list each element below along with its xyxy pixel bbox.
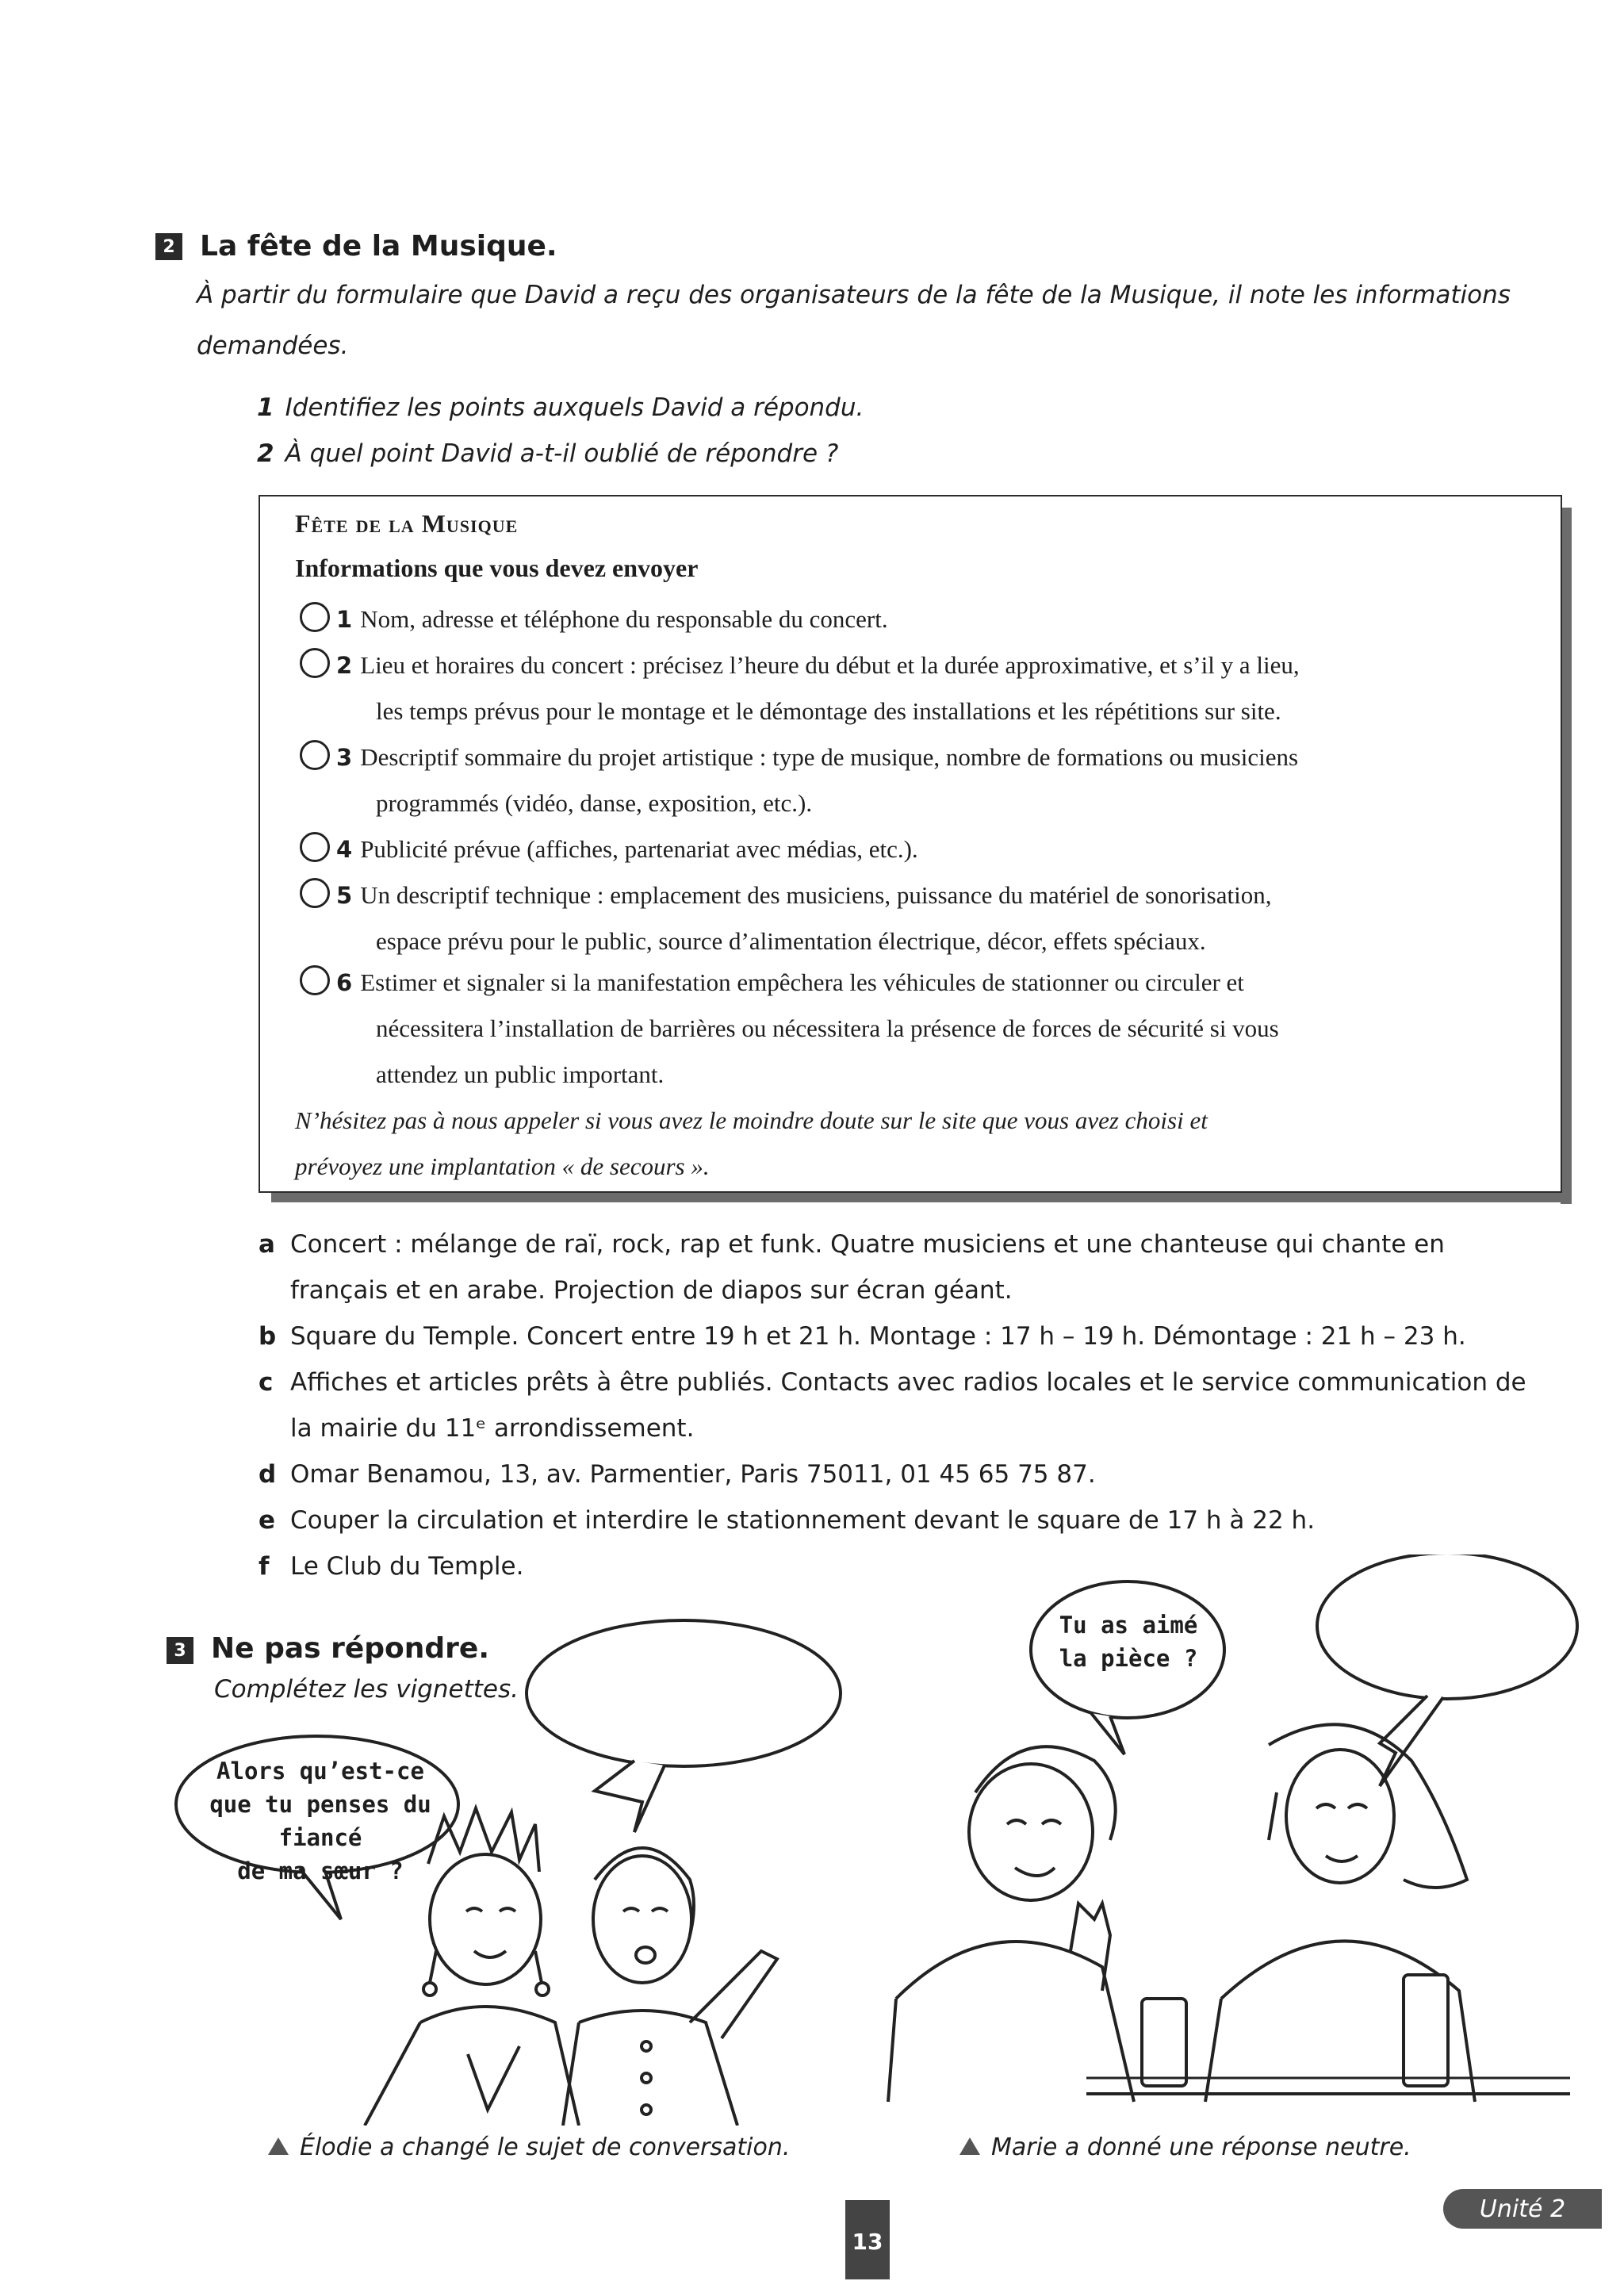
item-number: 2 <box>336 652 353 679</box>
answer-letter: d <box>259 1460 277 1489</box>
triangle-icon <box>268 2137 289 2155</box>
answer-text: la mairie du 11ᵉ arrondissement. <box>290 1414 695 1443</box>
form-item <box>300 960 1561 1098</box>
item-number: 5 <box>336 882 353 909</box>
answer-item <box>259 1221 1591 1313</box>
item-text: Estimer et signaler si la manifestation empêchera les véhicules de stationner ou circuler et <box>360 968 1244 996</box>
item-number: 4 <box>336 836 353 863</box>
item-text: Lieu et horaires du concert : précisez l’heure du début et la durée approximative, et s’il y a lieu, <box>360 651 1300 679</box>
question-number: 1 <box>257 393 274 422</box>
form-item <box>300 596 1561 642</box>
caption-left <box>268 2133 790 2161</box>
checkbox-circle[interactable] <box>300 740 330 770</box>
answer-text: Le Club du Temple. <box>290 1552 524 1581</box>
question-text: À quel point David a-t-il oublié de répondre ? <box>285 439 839 468</box>
caption-text: Élodie a changé le sujet de conversation. <box>300 2133 791 2161</box>
section-instruction: À partir du formulaire que David a reçu des organisateurs de la fête de la Musique, il note les informations demandées. <box>197 281 1511 360</box>
item-text: attendez un public important. <box>376 1060 665 1088</box>
checkbox-circle[interactable] <box>300 832 330 862</box>
unit-tab: Unité 2 <box>1443 2189 1602 2229</box>
item-text: espace prévu pour le public, source d’alimentation électrique, décor, effets spéciaux. <box>376 927 1206 955</box>
answer-text: Concert : mélange de raï, rock, rap et funk. Quatre musiciens et une chanteuse qui chante en <box>290 1230 1445 1259</box>
answer-letter: b <box>259 1322 277 1351</box>
item-number: 6 <box>336 969 353 996</box>
item-text: les temps prévus pour le montage et le démontage des installations et les répétitions sur site. <box>376 697 1281 725</box>
question-number: 2 <box>257 439 274 468</box>
form-note <box>295 1098 1548 1190</box>
speech-bubble-left-text <box>178 1754 463 1888</box>
speech-bubble-right-text <box>1045 1608 1212 1675</box>
answer-letter: f <box>259 1552 270 1581</box>
question-1 <box>257 393 864 422</box>
answer-letter: e <box>259 1506 276 1535</box>
note-text: prévoyez une implantation « de secours ». <box>295 1152 710 1180</box>
question-2 <box>257 439 838 468</box>
item-text: Nom, adresse et téléphone du responsable du concert. <box>360 605 888 633</box>
item-text: nécessitera l’installation de barrières ou nécessitera la présence de forces de sécurité si vous <box>376 1014 1279 1042</box>
form-subtitle: Informations que vous devez envoyer <box>295 554 699 582</box>
answer-text: Affiches et articles prêts à être publiés. Contacts avec radios locales et le service communication de <box>290 1368 1526 1397</box>
question-text: Identifiez les points auxquels David a répondu. <box>285 393 864 422</box>
item-text: Un descriptif technique : emplacement des musiciens, puissance du matériel de sonorisation, <box>360 881 1272 909</box>
answer-item <box>259 1451 1591 1497</box>
form-item <box>300 826 1561 872</box>
bubble-line: de ma sœur ? <box>237 1857 404 1884</box>
answer-text: français et en arabe. Projection de diapos sur écran géant. <box>290 1276 1013 1305</box>
answer-text: Couper la circulation et interdire le stationnement devant le square de 17 h à 22 h. <box>290 1506 1316 1535</box>
caption-text: Marie a donné une réponse neutre. <box>991 2133 1411 2161</box>
checkbox-circle[interactable] <box>300 648 330 678</box>
answer-item <box>259 1313 1591 1359</box>
item-number: 1 <box>336 606 353 633</box>
answer-text: Omar Benamou, 13, av. Parmentier, Paris 75011, 01 45 65 75 87. <box>290 1460 1096 1489</box>
answer-letter: c <box>259 1368 274 1397</box>
section-number-badge: 2 <box>155 233 182 260</box>
bubble-line: Alors qu’est-ce <box>216 1758 424 1785</box>
form-item <box>300 872 1561 964</box>
bubble-line: Tu as aimé <box>1059 1612 1198 1639</box>
bubble-line: la pièce ? <box>1059 1645 1198 1672</box>
answer-text: Square du Temple. Concert entre 19 h et 21 h. Montage : 17 h – 19 h. Démontage : 21 h – 23 h. <box>290 1322 1466 1351</box>
item-text: Descriptif sommaire du projet artistique : type de musique, nombre de formations ou musiciens <box>360 743 1299 771</box>
page-number: 13 <box>845 2200 890 2279</box>
section-instruction: Complétez les vignettes. <box>214 1675 519 1704</box>
form-title: Fête de la Musique <box>295 509 519 538</box>
section-title: La fête de la Musique. <box>200 230 557 263</box>
answer-item <box>259 1359 1591 1451</box>
item-text: Publicité prévue (affiches, partenariat avec médias, etc.). <box>360 835 918 863</box>
note-text: N’hésitez pas à nous appeler si vous avez le moindre doute sur le site que vous avez choisi et <box>295 1106 1208 1134</box>
triangle-icon <box>959 2137 980 2155</box>
section-number-badge: 3 <box>167 1637 193 1664</box>
item-text: programmés (vidéo, danse, exposition, etc.). <box>376 789 813 817</box>
answer-item <box>259 1497 1591 1543</box>
checkbox-circle[interactable] <box>300 965 330 995</box>
item-number: 3 <box>336 744 353 771</box>
cartoon-right-illustration <box>872 1555 1602 2133</box>
answer-letter: a <box>259 1230 275 1259</box>
form-item <box>300 642 1561 734</box>
form-item <box>300 734 1561 826</box>
section-title: Ne pas répondre. <box>211 1632 490 1665</box>
checkbox-circle[interactable] <box>300 602 330 632</box>
bubble-line: que tu penses du fiancé <box>209 1791 431 1851</box>
form-box-shadow <box>1561 508 1572 1204</box>
form-box-shadow <box>271 1191 1572 1202</box>
caption-right <box>959 2133 1411 2161</box>
checkbox-circle[interactable] <box>300 878 330 908</box>
